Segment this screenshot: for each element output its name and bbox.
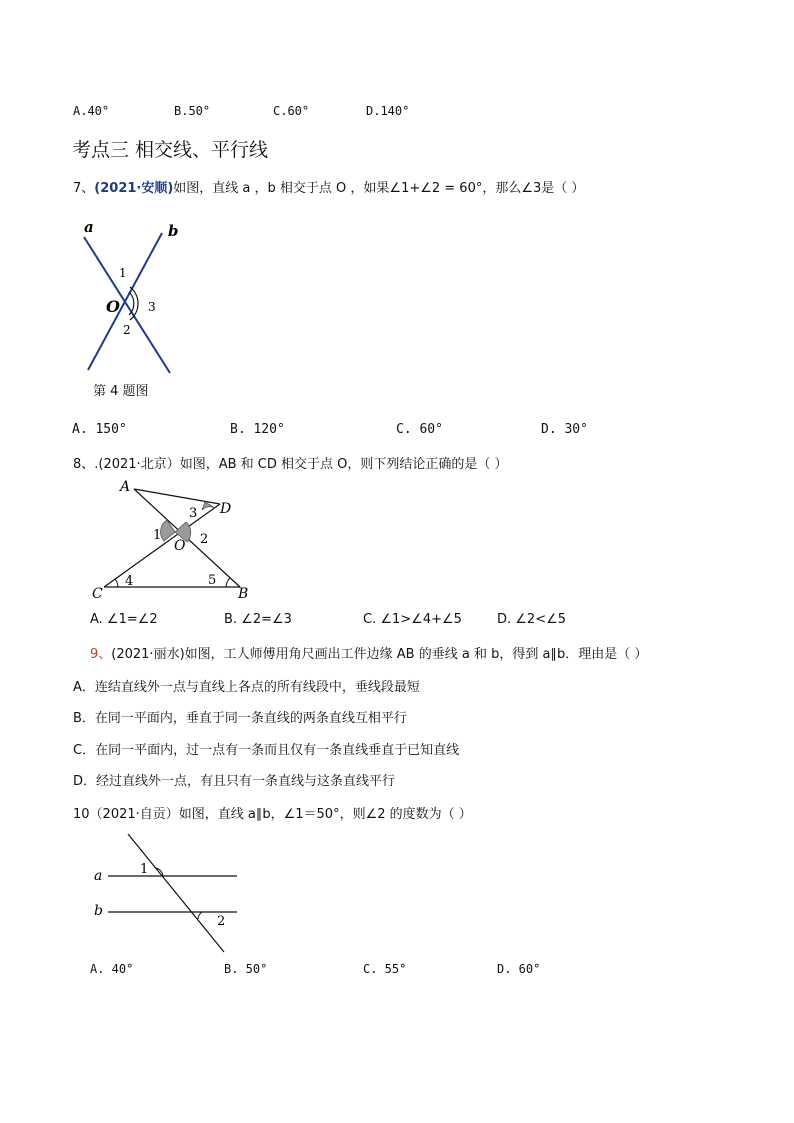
- q8-label-a: A: [120, 479, 131, 495]
- q7-figure: [70, 215, 190, 375]
- q8-option-b: B. ∠2=∠3: [224, 612, 292, 627]
- q10-label-1: 1: [140, 862, 149, 877]
- q10-option-c: C. 55°: [363, 962, 407, 976]
- q9-source: (2021·丽水): [111, 647, 185, 662]
- q7-text: 如图，直线 a ，b 相交于点 O ，如果∠1+∠2 = 60°，那么∠3是（ ）: [173, 181, 585, 196]
- q8-segment-ad: [134, 489, 220, 504]
- q7-label-1: 1: [119, 266, 127, 280]
- q7-angle3-arc-inner: [129, 292, 134, 315]
- q7-option-c: C. 60°: [396, 422, 443, 437]
- q7-label-a: a: [84, 218, 94, 236]
- q8-label-2: 2: [200, 532, 209, 547]
- q10-option-a: A. 40°: [90, 962, 134, 976]
- q9-option-c: C．在同一平面内，过一点有一条而且仅有一条直线垂直于已知直线: [73, 743, 460, 758]
- q9-number: 9、: [90, 647, 112, 662]
- q10-label-a: a: [94, 868, 103, 884]
- q8-label-c: C: [92, 586, 103, 602]
- q7-label-3: 3: [148, 300, 156, 314]
- q10-label-b: b: [94, 903, 103, 919]
- q9-option-d: D．经过直线外一点，有且只有一条直线与这条直线平行: [73, 774, 396, 789]
- q8-angle4-arc: [115, 579, 118, 587]
- q10-label-2: 2: [217, 914, 226, 929]
- q7-label-2: 2: [123, 323, 131, 337]
- q7-label-o: O: [106, 297, 120, 316]
- q7-number: 7、: [73, 181, 95, 196]
- q8-number: 8、.: [73, 457, 99, 472]
- q8-option-c: C. ∠1>∠4+∠5: [363, 612, 462, 627]
- section-title: 考点三 相交线、平行线: [72, 139, 269, 161]
- q8-label-3: 3: [189, 506, 198, 521]
- q7-option-a: A. 150°: [72, 422, 127, 437]
- q9-option-b: B．在同一平面内，垂直于同一条直线的两条直线互相平行: [73, 711, 407, 726]
- q10-figure: [88, 832, 248, 957]
- q9-option-a: A．连结直线外一点与直线上各点的所有线段中，垂线段最短: [73, 680, 420, 695]
- q7-stem: [73, 177, 584, 196]
- q8-text: (2021·北京）如图，AB 和 CD 相交于点 O，则下列结论正确的是（ ）: [98, 457, 508, 472]
- q10-angle2-arc: [198, 912, 202, 919]
- q7-label-b: b: [168, 222, 179, 240]
- q8-option-a: A. ∠1=∠2: [90, 612, 158, 627]
- q8-label-5: 5: [208, 573, 217, 588]
- q8-stem: [73, 453, 508, 472]
- q6-option-d: D.140°: [366, 104, 410, 118]
- q7-option-b: B. 120°: [230, 422, 285, 437]
- q6-option-c: C.60°: [273, 104, 310, 118]
- q7-option-d: D. 30°: [541, 422, 588, 437]
- q9-text: 如图，工人师傅用角尺画出工件边缘 AB 的垂线 a 和 b，得到 a∥b．理由是（ ）: [184, 647, 648, 662]
- q8-angle5-arc: [226, 578, 230, 587]
- q8-label-b: B: [238, 586, 249, 602]
- q8-option-d: D. ∠2<∠5: [497, 612, 567, 627]
- q8-figure: [90, 477, 260, 602]
- q10-option-b: B. 50°: [224, 962, 268, 976]
- q8-label-1: 1: [153, 528, 162, 543]
- q9-stem: [90, 643, 647, 662]
- q7-caption: 第 4 题图: [93, 384, 149, 399]
- q6-option-b: B.50°: [174, 104, 211, 118]
- q8-label-d: D: [220, 501, 232, 517]
- q8-label-4: 4: [125, 574, 134, 589]
- q6-option-a: A.40°: [73, 104, 110, 118]
- q10-stem: 10（2021·自贡）如图，直线 a∥b，∠1＝50°，则∠2 的度数为（ ）: [73, 807, 472, 822]
- q7-source: (2021·安顺): [94, 181, 174, 196]
- q10-transversal: [128, 834, 224, 952]
- q10-option-d: D. 60°: [497, 962, 541, 976]
- q8-label-o: O: [174, 538, 186, 554]
